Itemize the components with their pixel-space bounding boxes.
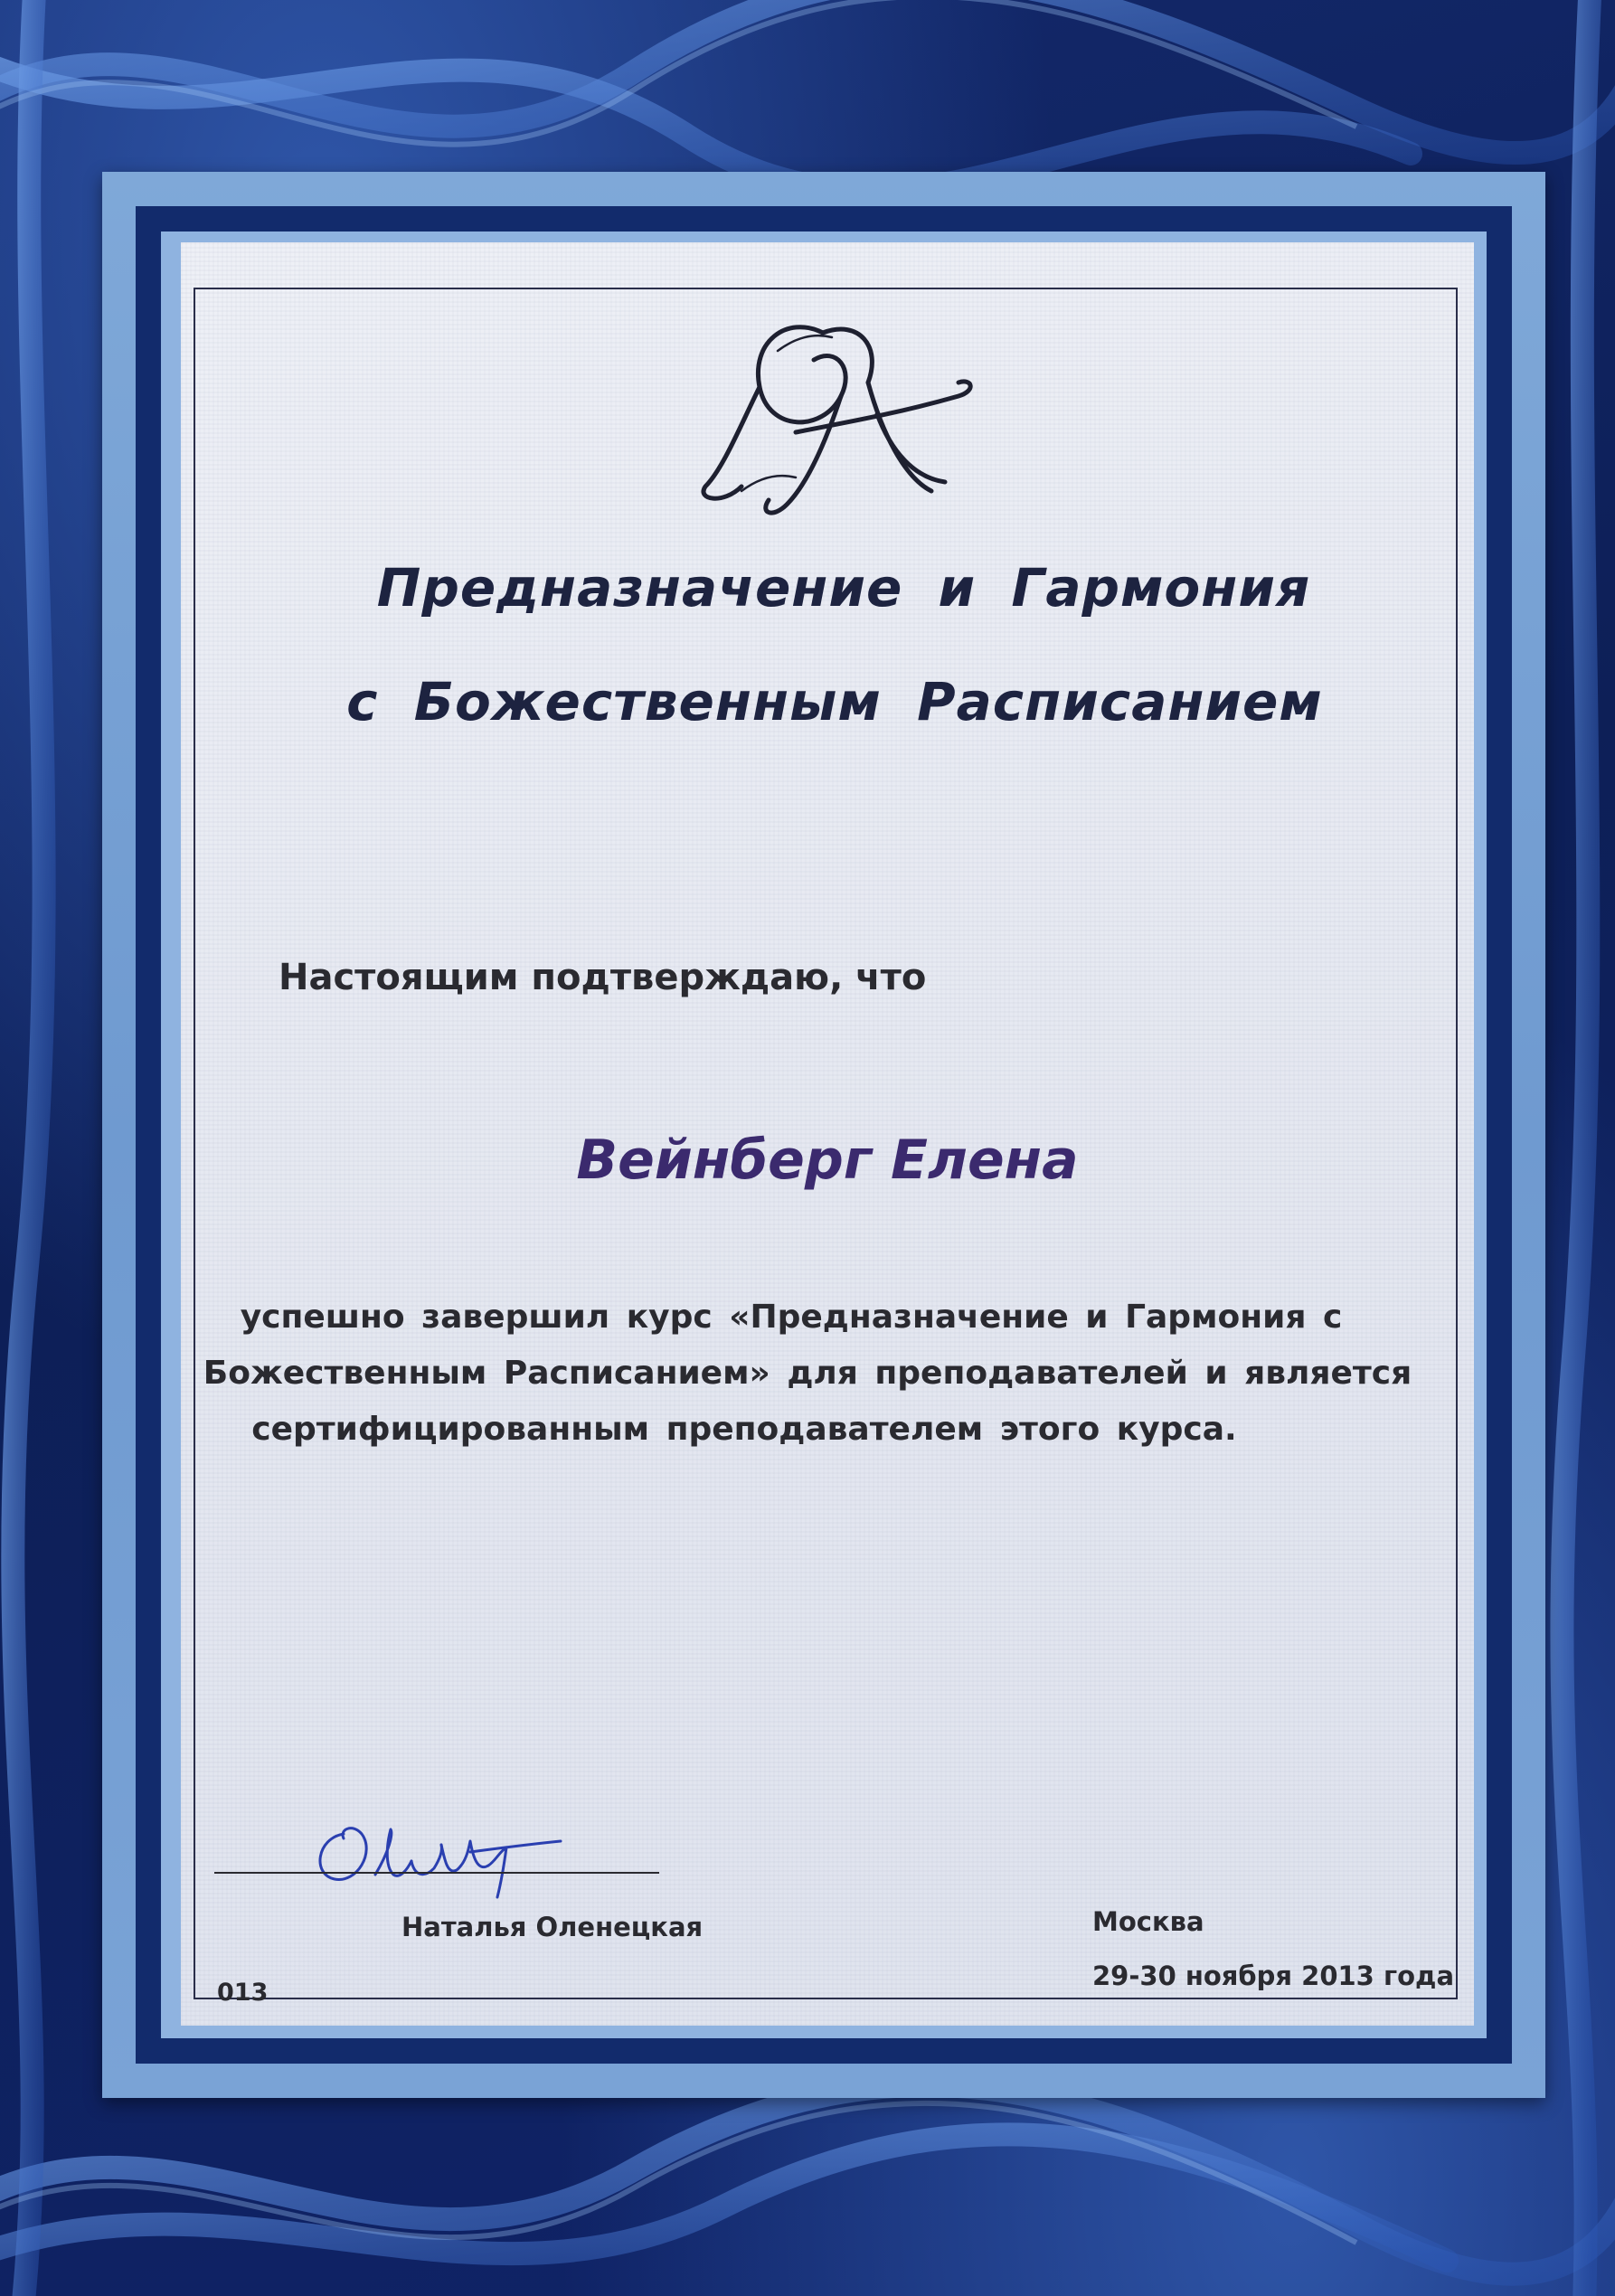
certificate-number: 013: [217, 1979, 269, 2007]
city: Москва: [1092, 1906, 1204, 1937]
signer-name: Наталья Оленецкая: [401, 1912, 704, 1942]
signature-line: [214, 1872, 659, 1874]
certificate-title-line-1: Предназначение и Гармония: [376, 557, 1311, 619]
confirmation-text: Настоящим подтверждаю, что: [279, 957, 927, 998]
body-text-line-2: Божественным Расписанием» для преподавателей и является: [203, 1355, 1412, 1392]
recipient-name: Вейнберг Елена: [576, 1129, 1079, 1192]
certificate-title-line-2: с Божественным Расписанием: [346, 671, 1323, 732]
issue-date: 29-30 ноября 2013 года: [1092, 1961, 1455, 1991]
body-text-line-1: успешно завершил курс «Предназначение и Гармония с: [240, 1299, 1343, 1336]
handwritten-signature: [289, 1789, 579, 1924]
monogram-logo: [687, 297, 977, 532]
body-text-line-3: сертифицированным преподавателем этого курса.: [251, 1411, 1237, 1448]
certificate-sheet: [181, 242, 1474, 2026]
